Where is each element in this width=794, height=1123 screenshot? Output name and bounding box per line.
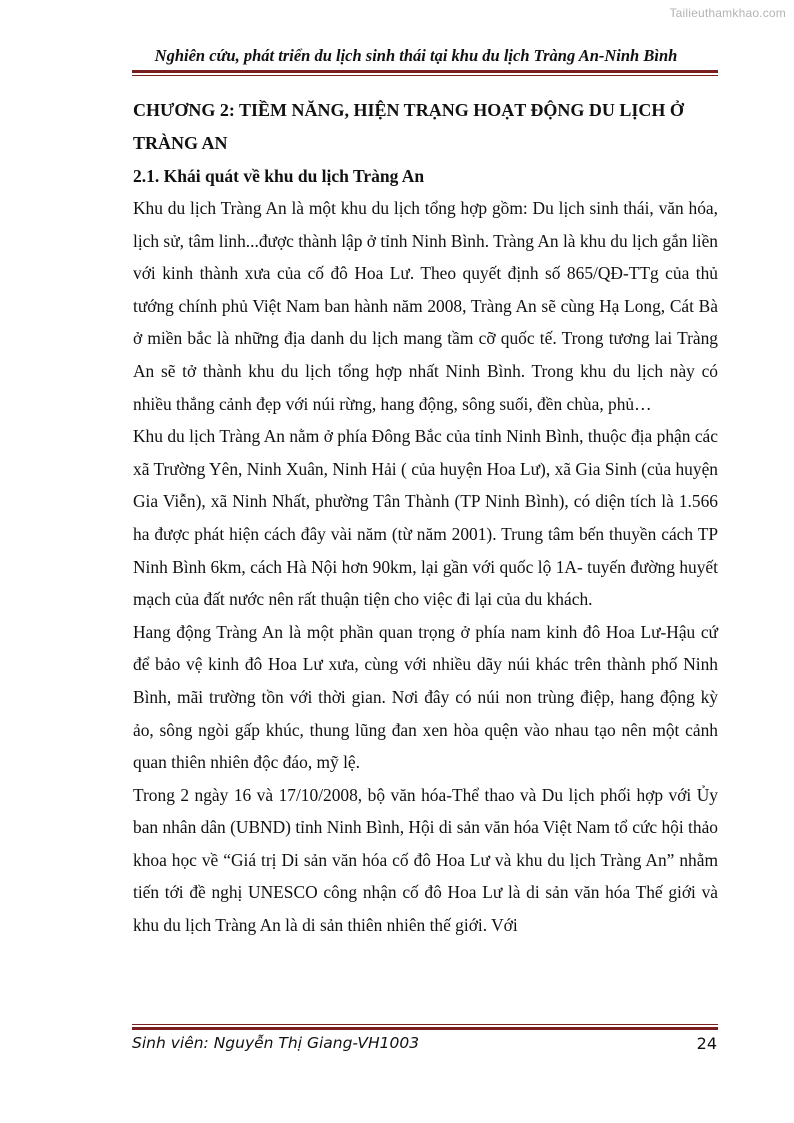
header-divider-thin [132, 75, 718, 76]
page-body [133, 94, 718, 942]
chapter-title: CHƯƠNG 2: TIỀM NĂNG, HIỆN TRẠNG HOẠT ĐỘNG DU LỊCH Ở TRÀNG AN [133, 100, 684, 153]
page-number: 24 [696, 1034, 717, 1053]
paragraph-4: Trong 2 ngày 16 và 17/10/2008, bộ văn hóa-Thể thao và Du lịch phối hợp với Ủy ban nhân dân (UBND) tỉnh Ninh Bình, Hội di sản văn hóa Việt Nam tổ cức hội thảo khoa học về “Giá trị Di sản văn hóa cố đô Hoa Lư và khu du lịch Tràng An” nhằm tiến tới đề nghị UNESCO công nhận cố đô Hoa Lư là di sản văn hóa Thế giới và khu du lịch Tràng An là di sản thiên nhiên thế giới. Với [133, 784, 718, 936]
watermark: Tailieuthamkhao.com [669, 6, 786, 20]
paragraph-3: Hang động Tràng An là một phần quan trọng ở phía nam kinh đô Hoa Lư-Hậu cứ để bảo vệ kinh đô Hoa Lư xưa, cùng với nhiều dãy núi khác trên thành phố Ninh Bình, mãi trường tồn với thời gian. Nơi đây có núi non trùng điệp, hang động kỳ ảo, sông ngòi gấp khúc, thung lũng đan xen hòa quện vào nhau tạo nên một cảnh quan thiên nhiên độc đáo, mỹ lệ. [133, 621, 718, 773]
section-heading: 2.1. Khái quát về khu du lịch Tràng An [133, 166, 425, 186]
footer-divider-thin [132, 1024, 718, 1025]
running-header: Nghiên cứu, phát triển du lịch sinh thái tại khu du lịch Tràng An-Ninh Bình [154, 46, 678, 65]
footer-divider [132, 1027, 718, 1030]
paragraph-1: Khu du lịch Tràng An là một khu du lịch tổng hợp gồm: Du lịch sinh thái, văn hóa, lịch sử, tâm linh...được thành lập ở tỉnh Ninh Bình. Tràng An là khu du lịch gắn liền với kinh thành xưa của cố đô Hoa Lư. Theo quyết định số 865/QĐ-TTg của thủ tướng chính phủ Việt Nam ban hành năm 2008, Tràng An sẽ cùng Hạ Long, Cát Bà ở miền bắc là những địa danh du lịch mang tầm cỡ quốc tế. Trong tương lai Tràng An sẽ tở thành khu du lịch tổng hợp nhất Ninh Bình. Trong khu du lịch này có nhiều thắng cảnh đẹp với núi rừng, hang động, sông suối, đền chùa, phủ… [133, 198, 719, 414]
footer-author: Sinh viên: Nguyễn Thị Giang-VH1003 [132, 1034, 420, 1052]
paragraph-2: Khu du lịch Tràng An nằm ở phía Đông Bắc của tỉnh Ninh Bình, thuộc địa phận các xã Trường Yên, Ninh Xuân, Ninh Hải ( của huyện Hoa Lư), xã Gia Sinh (của huyện Gia Viễn), xã Ninh Nhất, phường Tân Thành (TP Ninh Bình), có diện tích là 1.566 ha được phát hiện cách đây vài năm (từ năm 2001). Trung tâm bến thuyền cách TP Ninh Bình 6km, cách Hà Nội hơn 90km, lại gần với quốc lộ 1A- tuyến đường huyết mạch của đất nước nên rất thuận tiện cho việc đi lại của du khách. [133, 426, 718, 610]
header-divider [132, 70, 718, 73]
